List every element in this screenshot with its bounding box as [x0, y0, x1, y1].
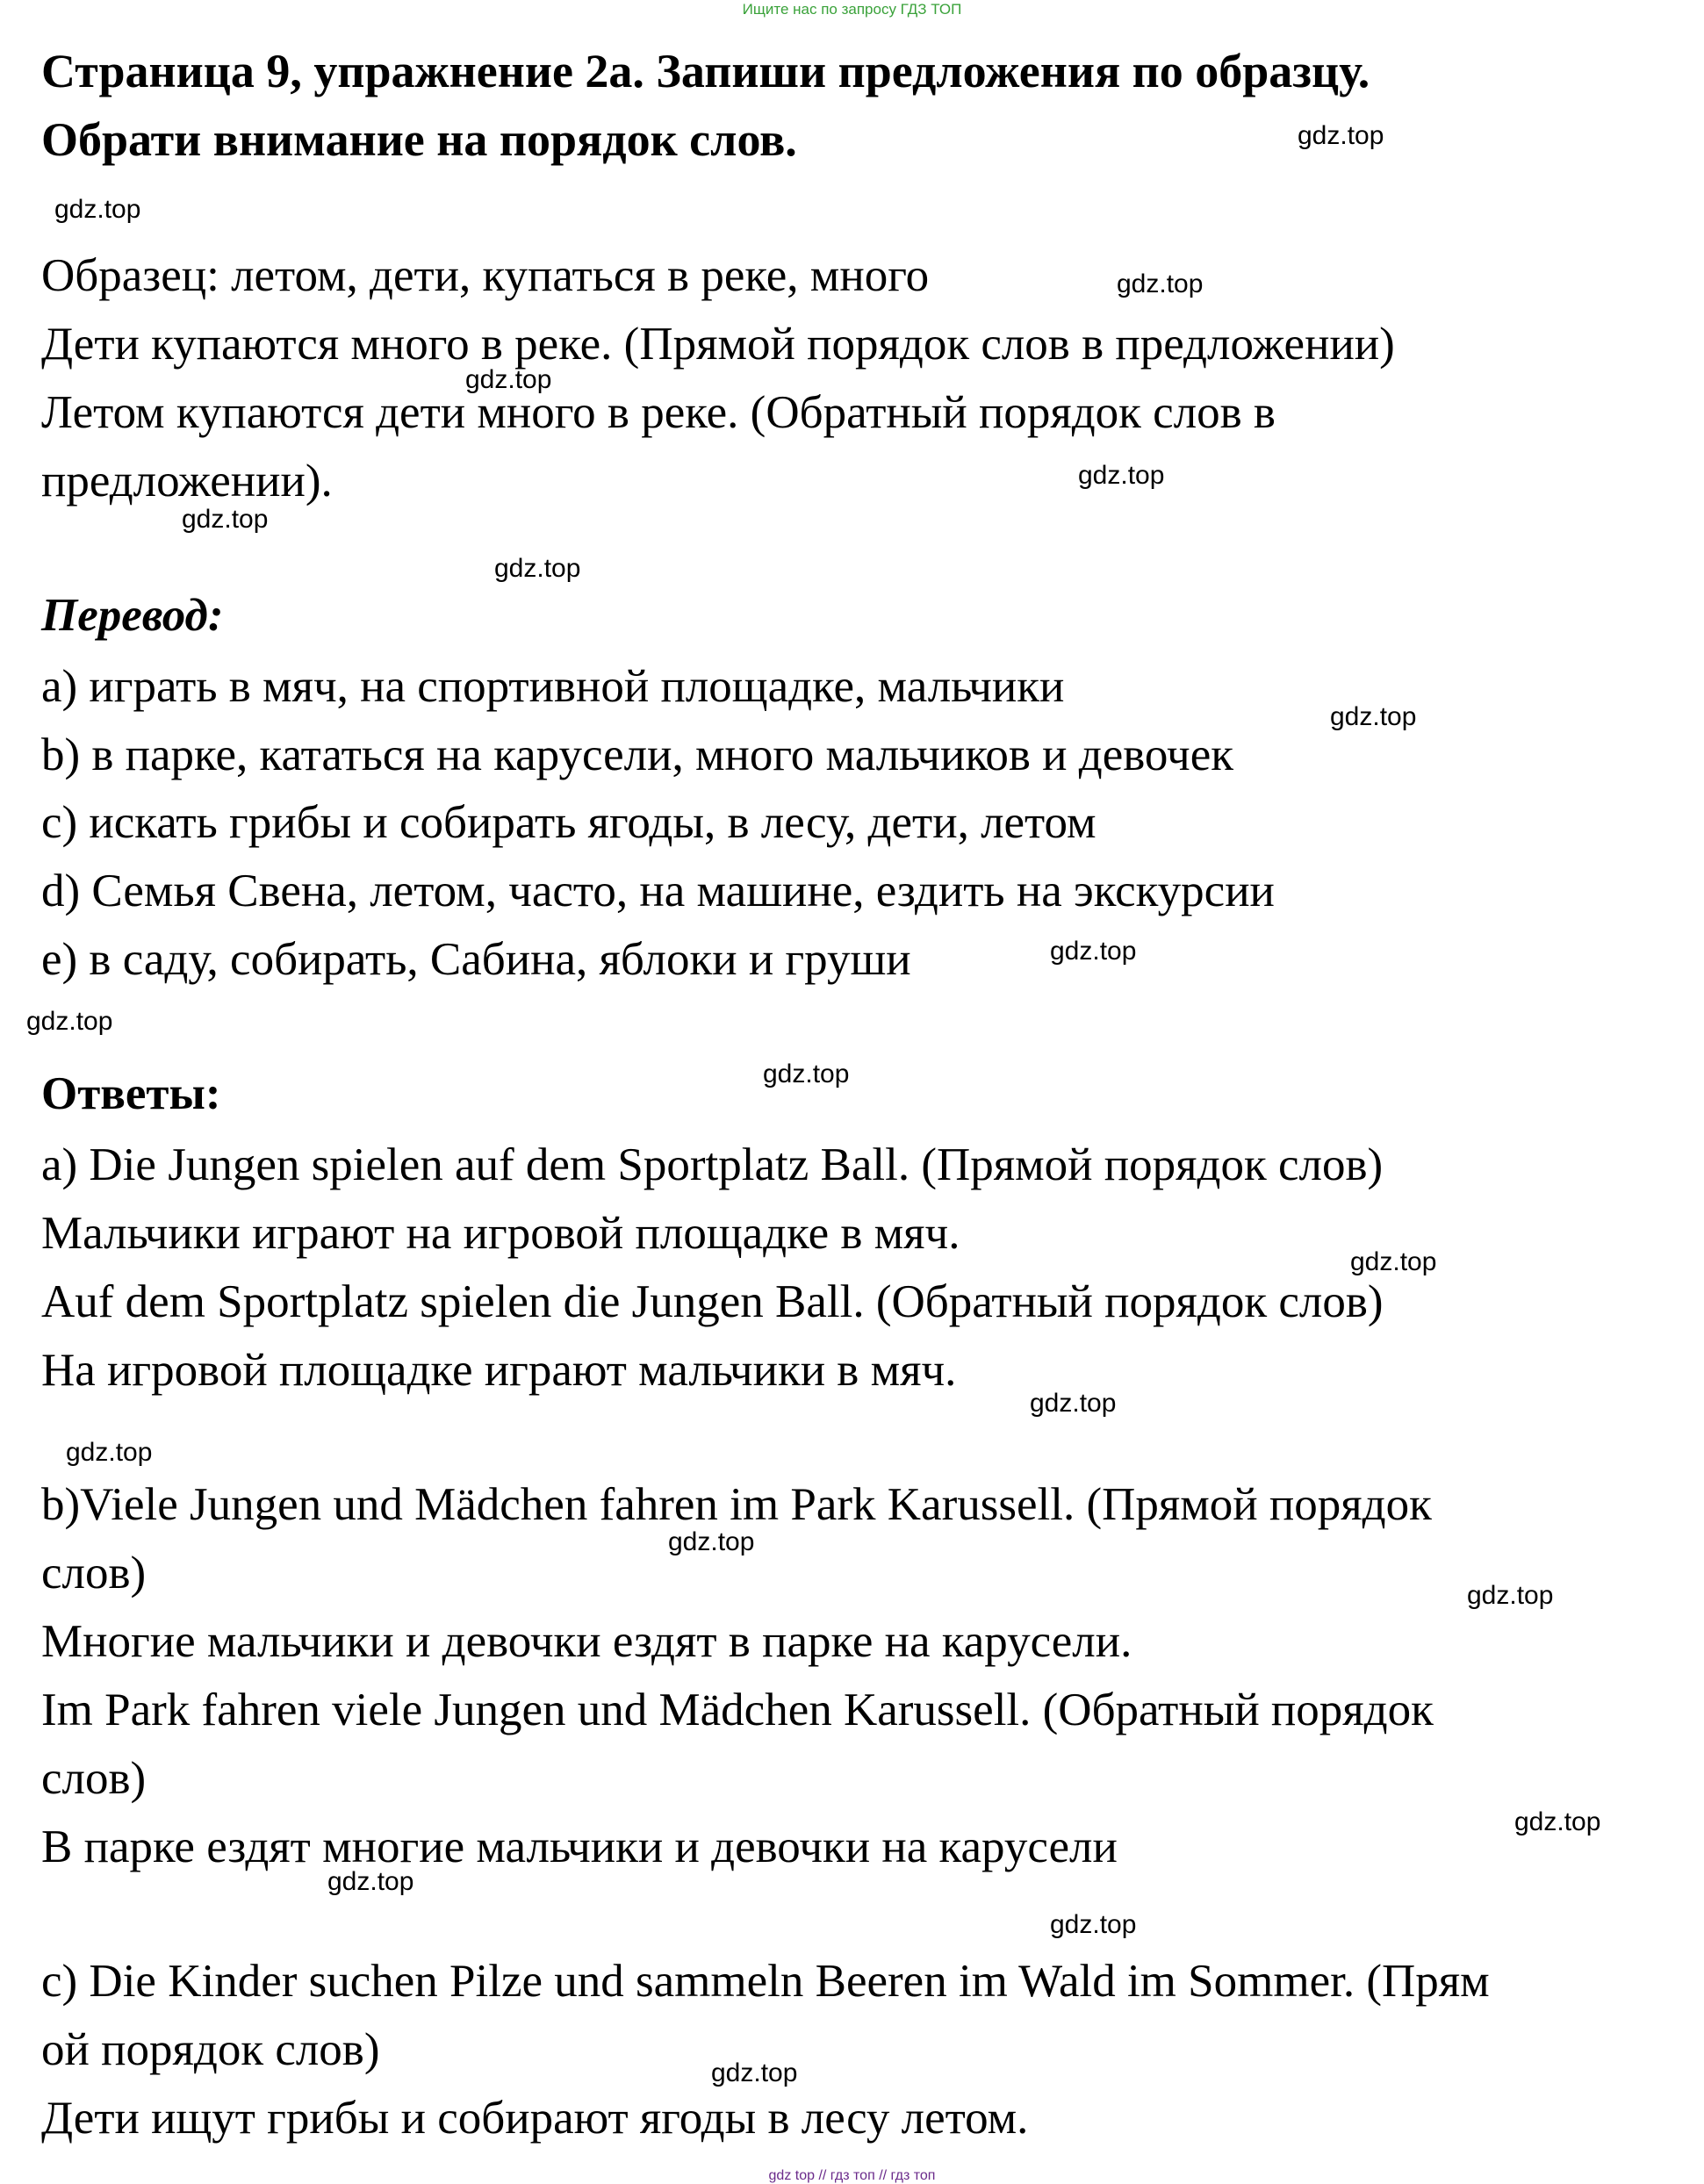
footer: gdz top // гдз топ // гдз топ [768, 2168, 936, 2183]
answer-b-line: Im Park fahren viele Jungen und Mädchen Karussell. (Обратный порядок [41, 1685, 1434, 1735]
answers-heading: Ответы: [41, 1068, 221, 1119]
watermark: gdz.top [1050, 1910, 1137, 1939]
answer-c-line: c) Die Kinder suchen Pilze und sammeln Beeren im Wald im Sommer. (Прям [41, 1956, 1490, 2007]
answer-a-line: а) Die Jungen spielen auf dem Sportplatz Ball. (Прямой порядок слов) [41, 1139, 1384, 1190]
answer-b-line: слов) [41, 1548, 147, 1598]
answer-c-line: Дети ищут грибы и собирают ягоды в лесу летом. [41, 2093, 1029, 2144]
answer-b-line: Многие мальчики и девочки ездят в парке на карусели. [41, 1616, 1132, 1667]
translation-item: c) искать грибы и собирать ягоды, в лесу, дети, летом [41, 797, 1096, 848]
answer-a-line: На игровой площадке играют мальчики в мяч. [41, 1345, 957, 1396]
watermark: gdz.top [1050, 937, 1137, 966]
watermark: gdz.top [465, 365, 552, 394]
sample-line: Дети купаются много в реке. (Прямой порядок слов в предложении) [41, 319, 1395, 370]
translation-item: d) Семья Свена, летом, часто, на машине, ездить на экскурсии [41, 866, 1275, 916]
sample-line: предложении). [41, 456, 333, 506]
answer-c-line: ой порядок слов) [41, 2024, 380, 2075]
watermark: gdz.top [711, 2058, 798, 2087]
translation-heading: Перевод: [41, 590, 224, 641]
sample-line: Летом купаются дети много в реке. (Обратный порядок слов в [41, 387, 1276, 438]
watermark: gdz.top [182, 505, 269, 534]
watermark: gdz.top [66, 1438, 153, 1467]
watermark: gdz.top [54, 195, 141, 224]
answer-a-line: Мальчики играют на игровой площадке в мяч. [41, 1208, 960, 1259]
watermark: gdz.top [1330, 702, 1417, 731]
answer-a-line: Auf dem Sportplatz spielen die Jungen Ball. (Обратный порядок слов) [41, 1276, 1384, 1327]
answer-b-line: слов) [41, 1753, 147, 1804]
watermark: gdz.top [668, 1527, 755, 1556]
page-title-line-1: Страница 9, упражнение 2а. Запиши предложения по образцу. [41, 45, 1370, 97]
watermark: gdz.top [1514, 1807, 1601, 1836]
translation-item: e) в саду, собирать, Сабина, яблоки и груши [41, 934, 911, 985]
page-title-line-2: Обрати внимание на порядок слов. [41, 113, 797, 166]
answer-b-line: В парке ездят многие мальчики и девочки на карусели [41, 1821, 1118, 1872]
watermark: gdz.top [1030, 1389, 1117, 1418]
top-banner: Ищите нас по запросу ГДЗ ТОП [742, 1, 962, 18]
watermark: gdz.top [1350, 1247, 1437, 1276]
translation-item: b) в парке, кататься на карусели, много мальчиков и девочек [41, 729, 1233, 780]
watermark: gdz.top [1117, 269, 1204, 298]
sample-line: Образец: летом, дети, купаться в реке, много [41, 250, 930, 301]
watermark: gdz.top [1078, 461, 1165, 490]
watermark: gdz.top [494, 554, 581, 583]
watermark: gdz.top [26, 1007, 113, 1036]
translation-item: а) играть в мяч, на спортивной площадке, мальчики [41, 661, 1065, 712]
watermark: gdz.top [1467, 1581, 1554, 1610]
watermark: gdz.top [763, 1060, 850, 1088]
watermark: gdz.top [327, 1867, 414, 1896]
answer-b-line: b)Viele Jungen und Mädchen fahren im Park Karussell. (Прямой порядок [41, 1479, 1432, 1530]
watermark: gdz.top [1298, 121, 1384, 150]
